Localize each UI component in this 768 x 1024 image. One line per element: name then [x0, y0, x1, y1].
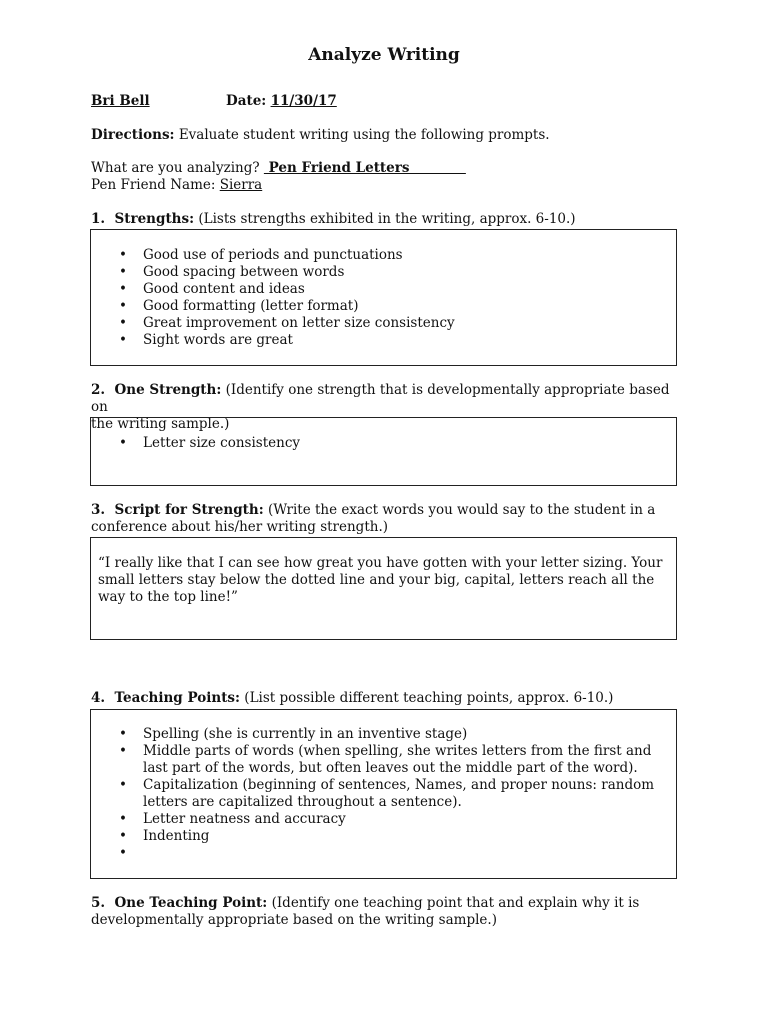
section-prompt-continued: developmentally appropriate based on the writing sample.) [91, 912, 497, 928]
quote-line: way to the top line!” [98, 589, 238, 605]
directions-label: Directions: [91, 127, 175, 143]
list-item [91, 726, 676, 743]
bullet: • [119, 315, 127, 331]
one-strength-list [91, 435, 676, 452]
section-number: 1. [91, 211, 115, 227]
section-title: Strengths: [114, 211, 195, 227]
list-item-text: Middle parts of words (when spelling, she writes letters from the first and [143, 743, 652, 759]
section-prompt: (Identify one strength that is developmentally appropriate based on [91, 382, 670, 415]
list-item-text: Spelling (she is currently in an inventive stage) [143, 726, 468, 742]
section-1-heading [91, 211, 576, 228]
list-item-text: Good spacing between words [143, 264, 345, 280]
section-title: Script for Strength: [114, 502, 264, 518]
list-item-text: Capitalization (beginning of sentences, Names, and proper nouns: random [143, 777, 655, 793]
list-item-text-continued: letters are capitalized throughout a sentence). [143, 794, 462, 810]
date-value: 11/30/17 [270, 93, 337, 109]
list-item [91, 281, 676, 298]
section-3-heading [91, 502, 681, 536]
section-title: Teaching Points: [114, 690, 241, 706]
directions-text: Evaluate student writing using the following prompts. [174, 127, 550, 143]
bullet: • [119, 247, 127, 263]
bullet: • [119, 828, 127, 844]
list-item-text: Letter neatness and accuracy [143, 811, 346, 827]
list-item [91, 315, 676, 332]
section-number: 5. [91, 895, 115, 911]
bullet: • [119, 845, 127, 861]
bullet: • [119, 726, 127, 742]
list-item-text: Good content and ideas [143, 281, 305, 297]
section-prompt: (Lists strengths exhibited in the writing, approx. 6-10.) [194, 211, 576, 227]
date-label: Date: [226, 93, 267, 109]
list-item [91, 435, 676, 452]
section-title: One Teaching Point: [114, 895, 268, 911]
section-number: 4. [91, 690, 115, 706]
list-item [91, 247, 676, 264]
page-title: Analyze Writing [308, 45, 460, 65]
teaching-points-box [90, 709, 677, 879]
section-5-heading [91, 895, 681, 929]
list-item [91, 743, 676, 777]
list-item-text-continued: last part of the words, but often leaves out the middle part of the word). [143, 760, 638, 776]
analyzing-question: What are you analyzing? [91, 160, 264, 176]
strengths-box [90, 229, 677, 366]
section-number: 2. [91, 382, 115, 398]
bullet: • [119, 811, 127, 827]
directions [91, 127, 550, 144]
list-item-text: Great improvement on letter size consistency [143, 315, 455, 331]
analyzing-line [91, 160, 466, 177]
script-quote [98, 555, 668, 606]
student-name: Bri Bell [91, 93, 150, 109]
section-prompt-continued: the writing sample.) [91, 416, 230, 432]
list-item [91, 811, 676, 828]
script-box [90, 537, 677, 640]
list-item-text: Good use of periods and punctuations [143, 247, 403, 263]
section-title: One Strength: [114, 382, 222, 398]
bullet: • [119, 298, 127, 314]
section-prompt: (Identify one teaching point that and explain why it is [267, 895, 640, 911]
teaching-points-list [91, 726, 676, 862]
quote-line: “I really like that I can see how great you have gotten with your letter sizing. Your [98, 555, 663, 571]
section-prompt-continued: conference about his/her writing strength.) [91, 519, 388, 535]
list-item-text: Good formatting (letter format) [143, 298, 359, 314]
bullet: • [119, 435, 127, 451]
list-item [91, 777, 676, 811]
list-item [91, 845, 676, 862]
section-prompt: (Write the exact words you would say to the student in a [263, 502, 656, 518]
bullet: • [119, 281, 127, 297]
bullet: • [119, 332, 127, 348]
one-strength-box [90, 417, 677, 486]
list-item-text: Indenting [143, 828, 210, 844]
quote-line: small letters stay below the dotted line and your big, capital, letters reach all the [98, 572, 655, 588]
list-item [91, 828, 676, 845]
section-prompt: (List possible different teaching points, approx. 6-10.) [240, 690, 614, 706]
section-4-heading [91, 690, 613, 707]
strengths-list [91, 247, 676, 349]
bullet: • [119, 777, 127, 793]
pen-friend-name: Sierra [219, 177, 263, 193]
list-item-text: Letter size consistency [143, 435, 301, 451]
list-item [91, 264, 676, 281]
bullet: • [119, 743, 127, 759]
pen-friend-line [91, 177, 262, 194]
list-item [91, 298, 676, 315]
list-item-text: Sight words are great [143, 332, 293, 348]
section-number: 3. [91, 502, 115, 518]
analyzing-answer: Pen Friend Letters [263, 160, 466, 176]
date-line [226, 93, 337, 110]
list-item [91, 332, 676, 349]
pen-friend-label: Pen Friend Name: [91, 177, 220, 193]
bullet: • [119, 264, 127, 280]
